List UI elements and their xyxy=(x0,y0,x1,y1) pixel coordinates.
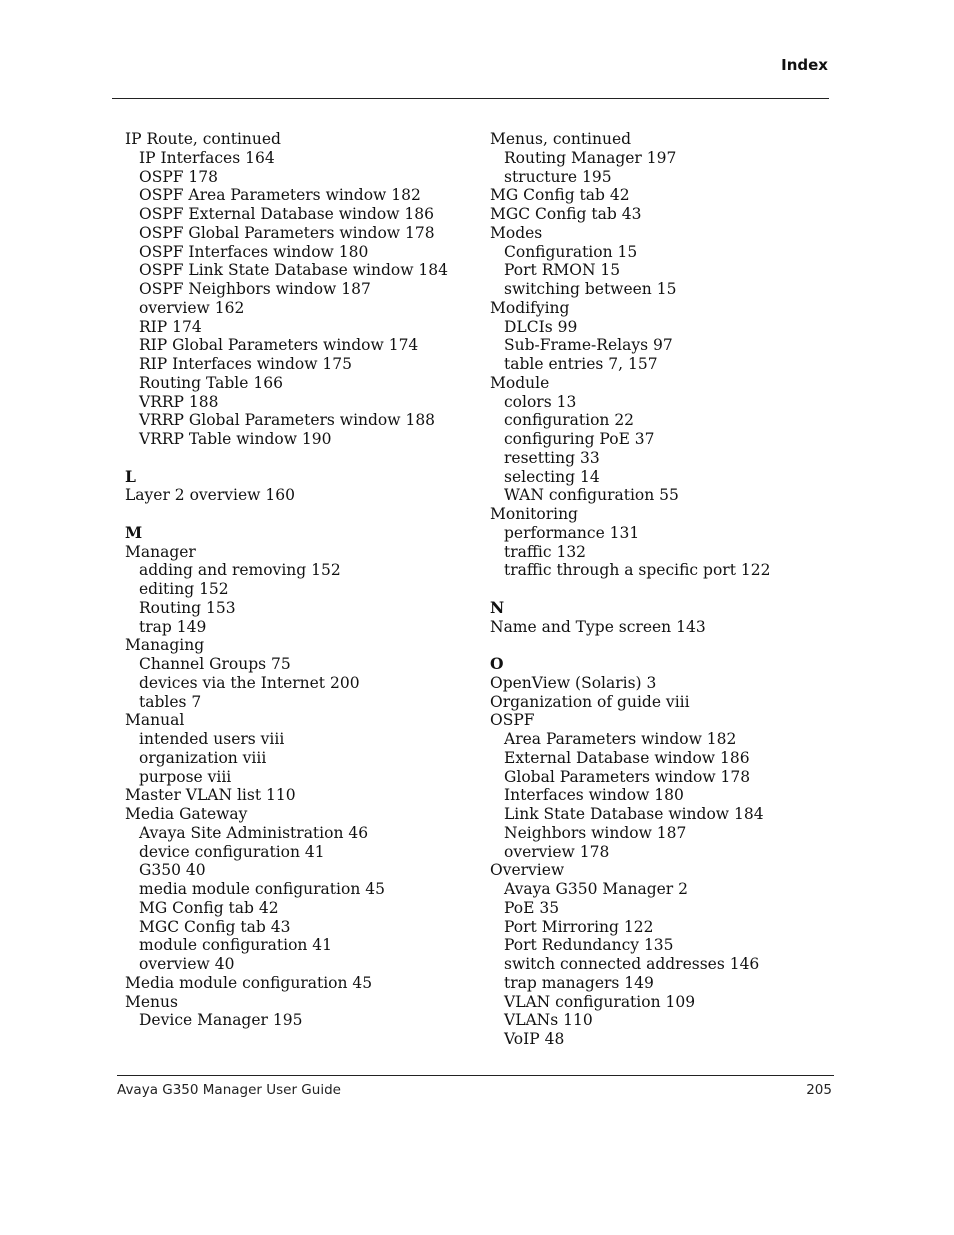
index-subentry: adding and removing 152 xyxy=(139,561,341,580)
index-entry: Menus, continued xyxy=(490,130,632,148)
index-subentry: Avaya G350 Manager 2 xyxy=(504,880,689,898)
index-subentry: Port RMON 15 xyxy=(504,261,621,280)
index-subentry: Neighbors window 187 xyxy=(504,823,687,842)
index-subentry: External Database window 186 xyxy=(504,748,750,767)
index-subentry: intended users viii xyxy=(139,730,285,748)
index-subentry: RIP Global Parameters window 174 xyxy=(139,336,419,355)
index-subentry: VRRP Global Parameters window 188 xyxy=(139,411,436,430)
index-entry: Menus xyxy=(125,992,178,1011)
index-entry: Name and Type screen 143 xyxy=(490,617,706,636)
index-subentry: VRRP Table window 190 xyxy=(139,430,332,448)
index-subentry: trap 149 xyxy=(139,617,207,636)
index-entry: Layer 2 overview 160 xyxy=(125,486,295,505)
index-entry: Managing xyxy=(125,636,205,655)
index-entry: Media module configuration 45 xyxy=(125,973,373,992)
index-entry: Media Gateway xyxy=(125,805,248,823)
index-subentry: Channel Groups 75 xyxy=(139,655,291,673)
index-subentry: media module configuration 45 xyxy=(139,880,385,898)
index-subentry: OSPF Global Parameters window 178 xyxy=(139,223,435,242)
index-subentry: Port Redundancy 135 xyxy=(504,936,674,955)
index-subentry: switching between 15 xyxy=(504,280,677,298)
index-subentry: OSPF Interfaces window 180 xyxy=(139,242,369,261)
index-entry: OSPF xyxy=(490,711,535,730)
index-subentry: traffic through a specific port 122 xyxy=(504,561,771,580)
index-entry: MGC Config tab 43 xyxy=(490,205,642,223)
index-entry: OpenView (Solaris) 3 xyxy=(490,673,657,692)
index-subentry: performance 131 xyxy=(504,523,640,542)
index-entry: IP Route, continued xyxy=(125,130,281,148)
index-subentry: switch connected addresses 146 xyxy=(504,955,760,973)
index-subentry: OSPF External Database window 186 xyxy=(139,205,435,223)
index-spacer xyxy=(490,580,820,599)
index-subentry: OSPF Area Parameters window 182 xyxy=(139,186,421,205)
index-subentry: DLCIs 99 xyxy=(504,317,578,336)
index-subentry: OSPF 178 xyxy=(139,167,219,186)
index-subentry: VRRP 188 xyxy=(139,392,219,411)
index-subentry: Device Manager 195 xyxy=(139,1011,303,1030)
index-subentry: Area Parameters window 182 xyxy=(504,730,737,748)
index-entry: Master VLAN list 110 xyxy=(125,786,296,805)
index-letter-heading: N xyxy=(490,597,505,617)
index-entry: Modes xyxy=(490,223,543,242)
index-subentry: Routing Manager 197 xyxy=(504,148,677,167)
index-column-right xyxy=(490,130,820,1049)
index-subentry: overview 178 xyxy=(504,842,610,861)
footer-rule xyxy=(117,1075,834,1076)
index-letter-heading: O xyxy=(490,654,504,673)
index-subentry: OSPF Link State Database window 184 xyxy=(139,261,449,280)
index-subentry: Interfaces window 180 xyxy=(504,786,684,805)
index-subentry: RIP Interfaces window 175 xyxy=(139,355,353,373)
header-title: Index xyxy=(781,56,828,74)
index-subentry: editing 152 xyxy=(139,580,229,598)
index-entry: Organization of guide viii xyxy=(490,692,690,711)
index-subentry: Routing Table 166 xyxy=(139,373,283,392)
index-entry: Monitoring xyxy=(490,505,578,523)
index-subentry: Configuration 15 xyxy=(504,242,638,261)
index-subentry: tables 7 xyxy=(139,692,202,711)
index-subentry: colors 13 xyxy=(504,392,577,411)
index-subentry: VoIP 48 xyxy=(504,1030,565,1048)
index-subentry: MGC Config tab 43 xyxy=(139,917,291,936)
header-rule xyxy=(112,98,829,99)
index-subentry: IP Interfaces 164 xyxy=(139,148,275,167)
index-subentry: overview 40 xyxy=(139,955,235,973)
index-subentry: devices via the Internet 200 xyxy=(139,673,360,692)
index-subentry: table entries 7, 157 xyxy=(504,355,658,373)
index-entry: Module xyxy=(490,373,550,392)
index-subentry: PoE 35 xyxy=(504,898,560,917)
index-subentry: Avaya Site Administration 46 xyxy=(139,823,369,842)
index-spacer xyxy=(125,505,475,524)
index-subentry: structure 195 xyxy=(504,167,612,186)
index-letter-heading: L xyxy=(125,466,136,486)
index-subentry: selecting 14 xyxy=(504,467,600,486)
index-subentry: device configuration 41 xyxy=(139,842,325,861)
index-subentry: traffic 132 xyxy=(504,542,587,561)
index-subentry: VLAN configuration 109 xyxy=(504,992,696,1011)
page-number: 205 xyxy=(806,1082,832,1098)
index-entry: Manual xyxy=(125,711,185,730)
index-subentry: MG Config tab 42 xyxy=(139,898,279,917)
index-subentry: trap managers 149 xyxy=(504,973,654,992)
index-subentry: WAN configuration 55 xyxy=(504,486,679,505)
index-entry: MG Config tab 42 xyxy=(490,186,630,205)
index-subentry: configuration 22 xyxy=(504,411,635,430)
index-subentry: Port Mirroring 122 xyxy=(504,917,654,936)
index-letter-heading: M xyxy=(125,522,143,542)
index-subentry: RIP 174 xyxy=(139,317,202,336)
index-subentry: organization viii xyxy=(139,748,267,767)
index-subentry: Global Parameters window 178 xyxy=(504,767,751,786)
index-entry: Manager xyxy=(125,542,196,561)
index-subentry: resetting 33 xyxy=(504,448,600,467)
index-entry: Overview xyxy=(490,861,565,880)
index-spacer xyxy=(125,449,475,468)
index-subentry: configuring PoE 37 xyxy=(504,430,655,448)
footer-guide-title: Avaya G350 Manager User Guide xyxy=(117,1082,341,1098)
index-subentry: G350 40 xyxy=(139,861,206,880)
index-subentry: Sub-Frame-Relays 97 xyxy=(504,336,673,355)
index-spacer xyxy=(490,636,820,655)
index-subentry: OSPF Neighbors window 187 xyxy=(139,280,371,298)
index-column-left xyxy=(125,130,475,1030)
index-subentry: purpose viii xyxy=(139,767,232,786)
index-subentry: overview 162 xyxy=(139,298,245,317)
index-subentry: module configuration 41 xyxy=(139,936,333,955)
index-entry: Modifying xyxy=(490,298,570,317)
index-subentry: Routing 153 xyxy=(139,598,236,617)
index-subentry: Link State Database window 184 xyxy=(504,805,764,823)
index-subentry: VLANs 110 xyxy=(504,1011,593,1030)
